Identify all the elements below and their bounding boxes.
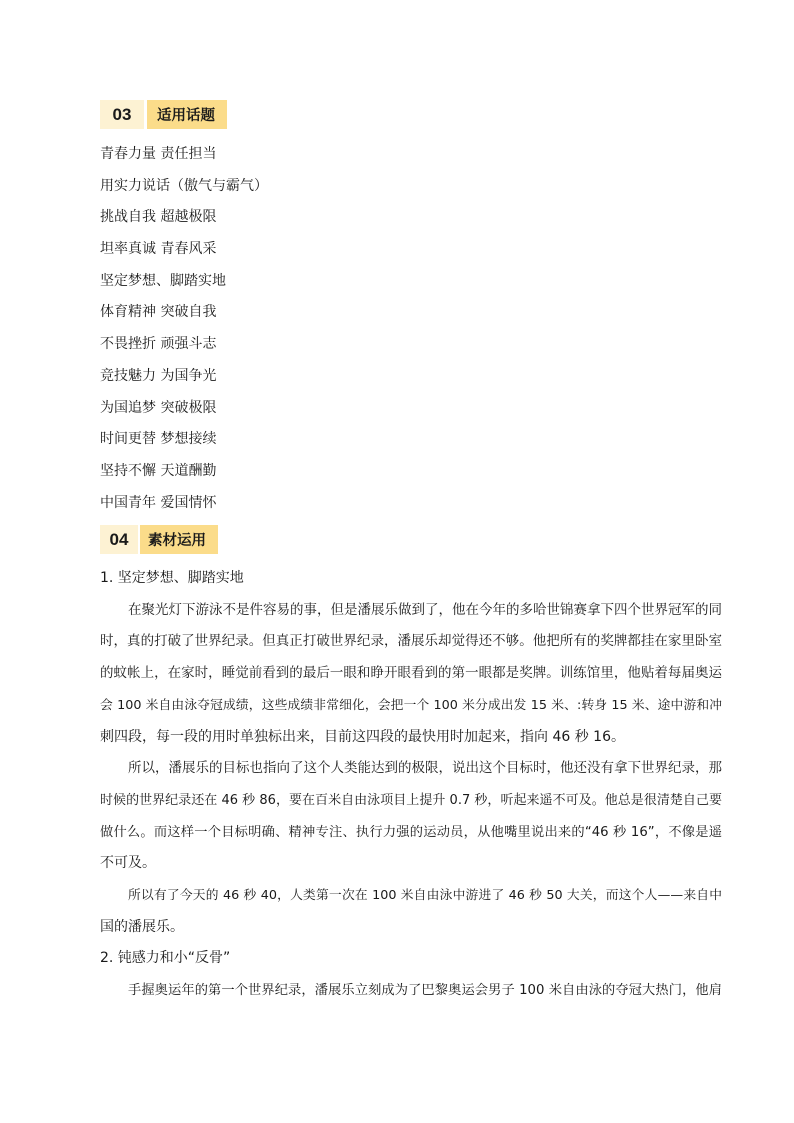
list-item: 竞技魅力 为国争光 [100, 367, 217, 384]
paragraph-line: 国的潘展乐。 [100, 918, 184, 935]
paragraph-line: 时候的世界纪录还在 46 秒 86，要在百米自由泳项目上提升 0.7 秒，听起来遥不可及。他总是很清楚自己要 [100, 792, 722, 808]
paragraph [100, 975, 722, 1007]
list-item: 体育精神 突破自我 [100, 304, 217, 321]
paragraph-line: 的蚊帐上，在家时，睡觉前看到的最后一眼和睁开眼看到的第一眼都是奖牌。训练馆里，他贴着每届奥运 [100, 665, 722, 682]
list-item: 坚定梦想、脚踏实地 [100, 272, 226, 289]
materials-body [100, 563, 722, 1007]
paragraph-line: 不可及。 [100, 855, 156, 872]
subheading: 2. 钝感力和小“反骨” [100, 950, 231, 967]
paragraph-line: 会 100 米自由泳夺冠成绩，这些成绩非常细化，会把一个 100 米分成出发 15 米、:转身 15 米、途中游和冲 [100, 697, 722, 713]
paragraph-line: 手握奥运年的第一个世界纪录，潘展乐立刻成为了巴黎奥运会男子 100 米自由泳的夺冠大热门，他肩 [128, 983, 722, 999]
list-item: 坚持不懈 天道酬勤 [100, 462, 217, 479]
section-number: 03 [100, 100, 144, 129]
paragraph-line: 所以有了今天的 46 秒 40，人类第一次在 100 米自由泳中游进了 46 秒 50 大关，而这个人——来自中 [128, 888, 722, 904]
section-header-materials [100, 525, 218, 554]
paragraph [100, 880, 722, 943]
list-item: 坦率真诚 青春风采 [100, 241, 217, 258]
section-header-topics [100, 100, 227, 129]
topic-list [100, 142, 268, 522]
paragraph-line: 所以，潘展乐的目标也指向了这个人类能达到的极限，说出这个目标时，他还没有拿下世界纪录，那 [128, 760, 722, 777]
list-item: 不畏挫折 顽强斗志 [100, 336, 217, 353]
paragraph [100, 753, 722, 880]
paragraph [100, 595, 722, 754]
list-item: 时间更替 梦想接续 [100, 431, 217, 448]
section-title: 适用话题 [147, 100, 227, 129]
section-title: 素材运用 [140, 525, 218, 554]
section-number: 04 [100, 525, 138, 554]
paragraph-line: 刺四段，每一段的用时单独标出来，目前这四段的最快用时加起来，指向 46 秒 16。 [100, 728, 625, 745]
subheading: 1. 坚定梦想、脚踏实地 [100, 570, 244, 586]
paragraph-line: 在聚光灯下游泳不是件容易的事，但是潘展乐做到了，他在今年的多哈世锦赛拿下四个世界冠军的同 [128, 601, 722, 618]
list-item: 用实力说话（傲气与霸气） [100, 177, 268, 194]
list-item: 为国追梦 突破极限 [100, 399, 217, 416]
list-item: 挑战自我 超越极限 [100, 209, 217, 226]
list-item: 青春力量 责任担当 [100, 146, 217, 162]
paragraph-line: 时，真的打破了世界纪录。但真正打破世界纪录，潘展乐却觉得还不够。他把所有的奖牌都挂在家里卧室 [100, 633, 722, 650]
list-item: 中国青年 爱国情怀 [100, 494, 217, 511]
paragraph-line: 做什么。而这样一个目标明确、精神专注、执行力强的运动员，从他嘴里说出来的“46 秒 16”，不像是遥 [100, 824, 722, 840]
